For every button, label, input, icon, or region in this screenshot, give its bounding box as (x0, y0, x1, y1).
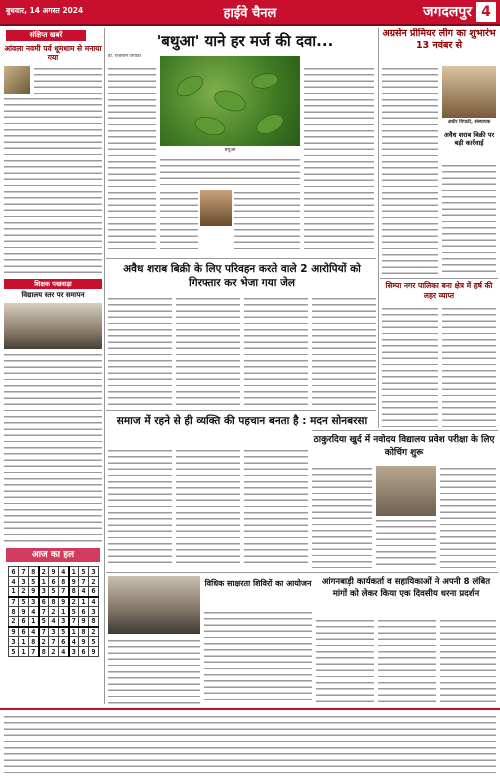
profile-caption: अधीर त्रिपाठी, संस्थापक (447, 120, 491, 125)
thakurdiya-title: ठाकुरदिया खुर्द में नवोदय विद्यालय प्रवेश परीक्षा के लिए कोचिंग शुरू (313, 435, 495, 458)
society-text-col3 (244, 448, 308, 568)
page-header (0, 0, 500, 24)
sudoku-cell: 5 (9, 647, 19, 657)
sudoku-cell: 4 (9, 577, 19, 587)
puzzle-title: आज का हल (6, 548, 100, 562)
sudoku-cell: 2 (49, 607, 59, 617)
section-title: हाईवे चैनल (223, 6, 277, 21)
arrest-rule (106, 258, 376, 259)
sudoku-cell: 5 (79, 567, 89, 577)
sudoku-cell: 8 (69, 587, 79, 597)
sudoku-cell: 2 (69, 597, 79, 607)
literacy-text-col1 (108, 638, 200, 704)
brief2-title: विद्यालय स्तर पर समापन (21, 291, 85, 299)
header-date: बुधवार, 14 अगस्त 2024 (6, 6, 84, 15)
sudoku-cell: 1 (39, 577, 49, 587)
brief1-title: आंवला नवमी पर्व धूमधाम से मनाया गया (4, 44, 102, 62)
sudoku-row (9, 587, 99, 597)
sudoku-cell: 2 (89, 577, 99, 587)
arrest-text-col4 (312, 296, 376, 406)
arrest-text-col1 (108, 296, 172, 406)
sudoku-cell: 9 (19, 607, 29, 617)
column-divider-right (378, 28, 379, 428)
sudoku-cell: 7 (39, 607, 49, 617)
sudoku-cell: 5 (39, 617, 49, 627)
sudoku-cell: 7 (9, 597, 19, 607)
sudoku-cell: 5 (29, 577, 39, 587)
sudoku-cell: 2 (39, 637, 49, 647)
sudoku-cell: 9 (79, 617, 89, 627)
sudoku-cell: 3 (19, 577, 29, 587)
sudoku-cell: 7 (19, 567, 29, 577)
sudoku-cell: 6 (79, 647, 89, 657)
sudoku-cell: 4 (29, 627, 39, 637)
sudoku-cell: 1 (69, 627, 79, 637)
header-rule (0, 24, 500, 26)
sudoku-cell: 3 (39, 587, 49, 597)
paper-name: जगदलपुर (423, 4, 472, 20)
sudoku-cell: 8 (49, 597, 59, 607)
story2-title: सिम्पा नगर पालिका बना क्षेत्र में हर्ष की लहर व्याप्त (385, 281, 493, 300)
sudoku-cell: 5 (89, 637, 99, 647)
sudoku-cell: 2 (49, 647, 59, 657)
anganwadi-text-col1 (316, 618, 374, 704)
anganwadi-title: आंगनबाड़ी कार्यकर्ता व सहायिकाओं ने अपनी 8 लंबित मांगों को लेकर किया एक दिवसीय धरना प्रदर्शन (321, 577, 491, 599)
sudoku-cell: 3 (29, 597, 39, 607)
sudoku-cell: 5 (49, 587, 59, 597)
sudoku-cell: 6 (39, 597, 49, 607)
sudoku-cell: 3 (49, 627, 59, 637)
sudoku-row (9, 577, 99, 587)
sudoku-cell: 3 (9, 637, 19, 647)
sudoku-cell: 6 (19, 617, 29, 627)
footer-text (4, 714, 496, 776)
thakurdiya-text-col2 (376, 518, 436, 568)
lead-text-col4 (304, 66, 374, 254)
sudoku-cell: 4 (79, 587, 89, 597)
sudoku-cell: 6 (49, 577, 59, 587)
lead-text-col2 (160, 190, 198, 254)
page-number: 4 (476, 2, 496, 22)
arrest-title: अवैध शराब बिक्री के लिए परिवहन करते वाले 2 आरोपियों को गिरफ्तार कर भेजा गया जेल (123, 263, 361, 289)
lead-photo (160, 56, 300, 146)
sudoku-row (9, 617, 99, 627)
right-lead-text-col1 (382, 66, 438, 276)
column-divider (104, 28, 105, 704)
bathua-leaves-icon (160, 56, 300, 146)
sudoku-cell: 5 (69, 607, 79, 617)
sudoku-cell: 1 (19, 647, 29, 657)
profile-photo (442, 66, 496, 118)
sudoku-cell: 8 (29, 567, 39, 577)
sudoku-cell: 5 (59, 627, 69, 637)
sudoku-cell: 8 (39, 647, 49, 657)
brief1-text (4, 96, 102, 276)
sudoku-cell: 6 (89, 587, 99, 597)
sudoku-cell: 2 (39, 567, 49, 577)
sudoku-cell: 7 (69, 617, 79, 627)
brief2-text (4, 352, 102, 542)
sudoku-cell: 1 (9, 587, 19, 597)
sudoku-cell: 6 (59, 637, 69, 647)
arrest-text-col2 (176, 296, 240, 406)
lead-title: 'बथुआ' याने हर मर्ज की दवा... (156, 32, 334, 50)
sudoku-cell: 8 (89, 617, 99, 627)
lead-text-under-photo (160, 157, 300, 189)
sudoku-cell: 3 (69, 647, 79, 657)
arrest-text-col3 (244, 296, 308, 406)
sudoku-cell: 4 (49, 617, 59, 627)
lead-byline: डॉ. राजाराम त्रिपाठी (108, 54, 141, 59)
sudoku-cell: 7 (49, 637, 59, 647)
sudoku-cell: 2 (19, 587, 29, 597)
sudoku-cell: 8 (59, 577, 69, 587)
sudoku-cell: 1 (29, 617, 39, 627)
society-rule (106, 410, 376, 411)
anganwadi-text-col2 (378, 618, 436, 704)
right-lead-title: अग्रसेन प्रीमियर लीग का शुभारंभ 13 नवंबर से (382, 28, 496, 51)
sudoku-cell: 1 (79, 597, 89, 607)
thakurdiya-text-col3 (440, 466, 496, 568)
bottom-rule (106, 572, 498, 573)
right-lead-text-col2 (442, 163, 496, 276)
sudoku-cell: 6 (79, 607, 89, 617)
sudoku-cell: 2 (89, 627, 99, 637)
anganwadi-text-col3 (440, 618, 496, 704)
author-photo (200, 190, 232, 226)
sudoku-cell: 5 (19, 597, 29, 607)
sudoku-cell: 3 (89, 607, 99, 617)
sudoku-row (9, 607, 99, 617)
sudoku-cell: 9 (79, 637, 89, 647)
society-text-col2 (176, 448, 240, 568)
story2-text-col2 (442, 306, 496, 428)
sudoku-cell: 9 (49, 567, 59, 577)
sudoku-cell: 1 (19, 637, 29, 647)
literacy-text-col2 (204, 610, 312, 704)
sudoku-cell: 9 (9, 627, 19, 637)
brief2-photo (4, 303, 102, 349)
right-sub-title: अवैध शराब बिक्री पर बड़ी कार्रवाई (443, 131, 495, 147)
sudoku-row (9, 627, 99, 637)
society-title: समाज में रहने से ही व्यक्ति की पहचान बनता है : मदन सोनबरसा (116, 415, 368, 427)
sudoku-row (9, 637, 99, 647)
sudoku-row (9, 597, 99, 607)
thakurdiya-rule (312, 430, 498, 431)
story2-text-col1 (382, 306, 438, 428)
sudoku-cell: 8 (9, 607, 19, 617)
sudoku-cell: 4 (59, 567, 69, 577)
society-text-col1 (108, 448, 172, 568)
footer-rule (0, 708, 500, 710)
sudoku-cell: 4 (29, 607, 39, 617)
sudoku-cell: 1 (69, 567, 79, 577)
lead-text-col3 (234, 190, 300, 254)
sudoku-grid (8, 566, 100, 658)
sudoku-cell: 4 (89, 597, 99, 607)
briefs-tag: संक्षिप्त खबरें (6, 30, 86, 41)
sudoku-cell: 3 (89, 567, 99, 577)
sudoku-cell: 9 (89, 647, 99, 657)
literacy-photo (108, 576, 200, 634)
sudoku-cell: 3 (59, 617, 69, 627)
sudoku-row (9, 567, 99, 577)
sudoku-cell: 8 (29, 637, 39, 647)
lead-photo-caption: बथुआ (224, 148, 236, 153)
sudoku-cell: 7 (79, 577, 89, 587)
literacy-title: विधिक साक्षरता शिविरों का आयोजन (204, 579, 312, 588)
right-divider (380, 278, 498, 279)
sudoku-row (9, 647, 99, 657)
sudoku-cell: 7 (29, 647, 39, 657)
sudoku-cell: 4 (69, 637, 79, 647)
sudoku-cell: 9 (69, 577, 79, 587)
sudoku-cell: 6 (19, 627, 29, 637)
thakurdiya-photo (376, 466, 436, 516)
sudoku-cell: 1 (59, 607, 69, 617)
thakurdiya-text-col1 (312, 466, 372, 568)
brief1-text-side (34, 66, 102, 94)
sudoku-cell: 6 (9, 567, 19, 577)
brief2-tag: शिक्षक पखवाड़ा (4, 279, 102, 289)
sudoku-cell: 7 (59, 587, 69, 597)
lead-text-col1 (108, 66, 156, 254)
sudoku-cell: 9 (29, 587, 39, 597)
sudoku-cell: 8 (79, 627, 89, 637)
brief1-photo (4, 66, 30, 94)
sudoku-cell: 7 (39, 627, 49, 637)
sudoku-cell: 2 (9, 617, 19, 627)
sudoku-cell: 4 (59, 647, 69, 657)
sudoku-cell: 9 (59, 597, 69, 607)
